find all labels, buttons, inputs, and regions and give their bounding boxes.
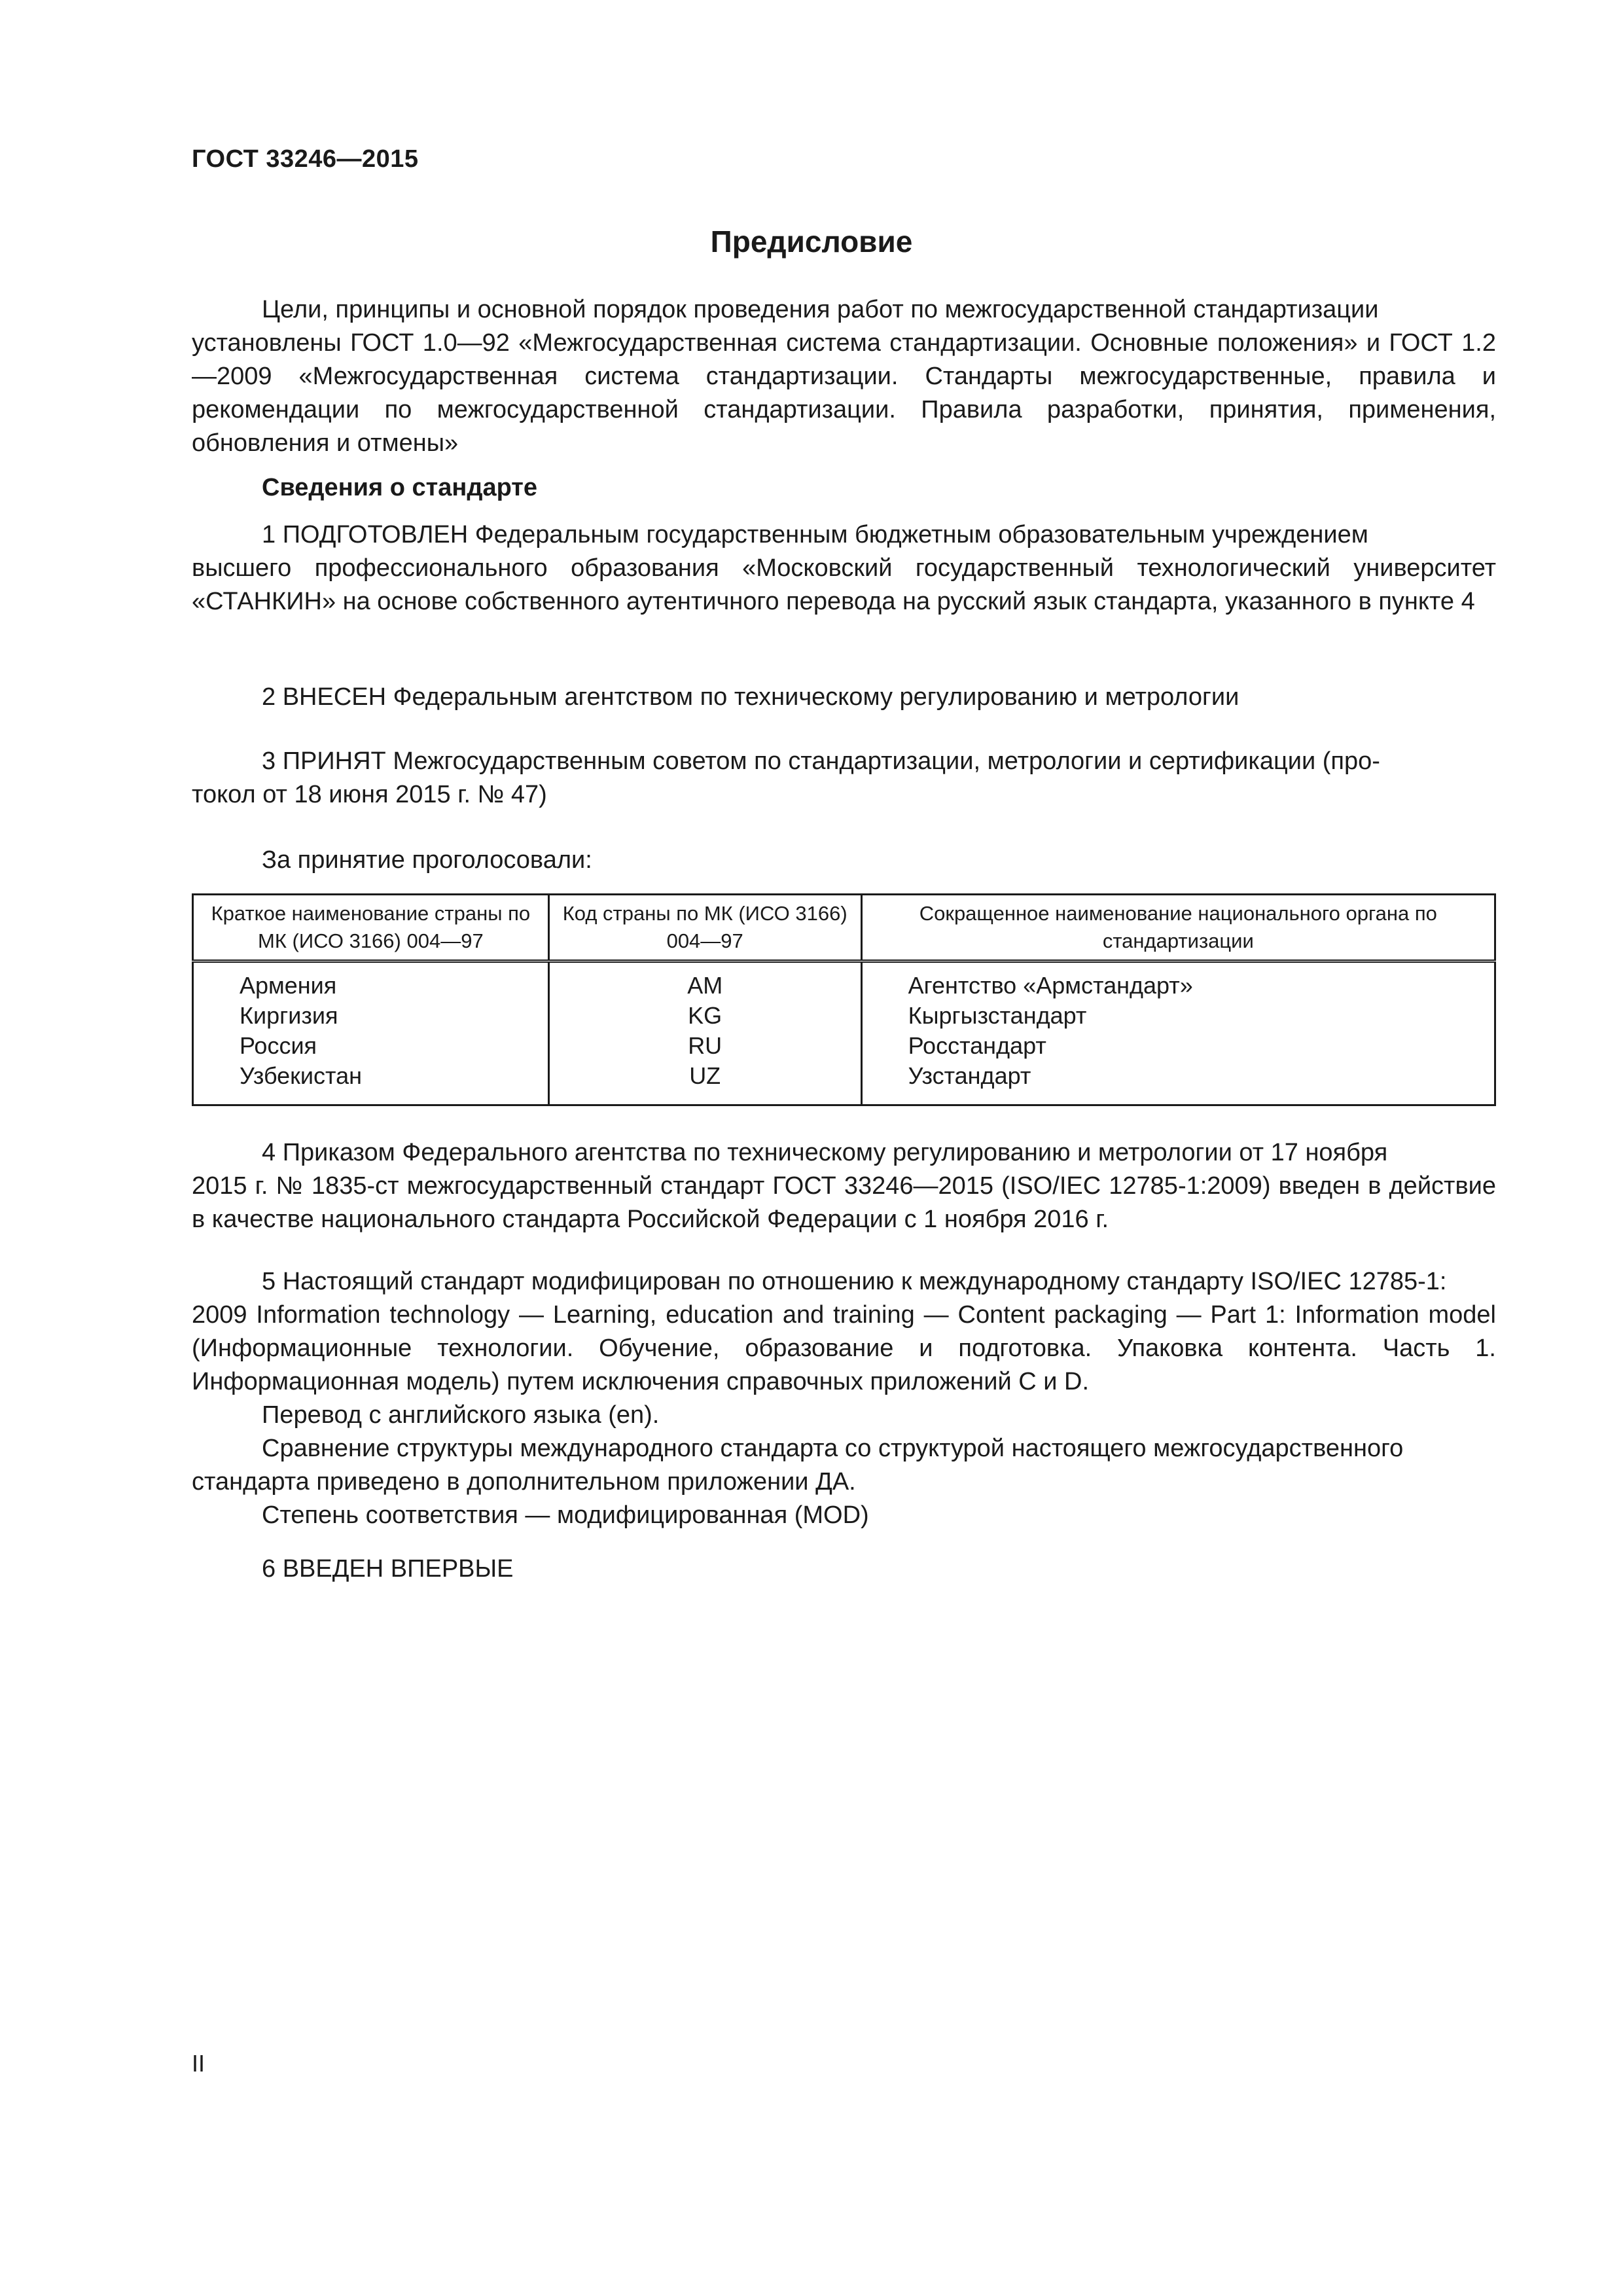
item-5-translation: Перевод с английского языка (en). (262, 1401, 660, 1429)
item-1-rest: высшего профессионального образования «Московский государственный технологический университет «СТАНКИН» на основе собственного аутентичного перевода на русский язык стандарта, указанного в пункте 4 (192, 554, 1496, 615)
item-5-degree: Степень соответствия — модифицированная (MOD) (262, 1501, 869, 1529)
table-cell: Узбекистан (240, 1062, 363, 1089)
item-5-compare-rest: стандарта приведено в дополнительном приложении ДА. (192, 1468, 856, 1496)
standards-body-column (861, 961, 1495, 1105)
item-6-text: 6 ВВЕДЕН ВПЕРВЫЕ (262, 1555, 514, 1583)
item-4-rest: 2015 г. № 1835-ст межгосударственный стандарт ГОСТ 33246—2015 (ISO/IEC 12785-1:2009) введен в действие в качестве национального стандарта Российской Федерации с 1 ноября 2016 г. (192, 1172, 1496, 1233)
vote-intro: За принятие проголосовали: (262, 846, 592, 874)
header-standards-body: Сокращенное наименование национального органа по стандартизации (861, 895, 1495, 961)
header-country-name: Краткое наименование страны по МК (ИСО 3166) 004—97 (193, 895, 549, 961)
table-cell: Россия (240, 1032, 317, 1059)
item-3-rest: токол от 18 июня 2015 г. № 47) (192, 781, 547, 808)
intro-paragraph (192, 293, 1496, 460)
country-code-column (548, 961, 861, 1105)
item-3-paragraph (192, 745, 1496, 812)
item-5-paragraph (192, 1265, 1496, 1532)
header-country-code: Код страны по МК (ИСО 3166) 004—97 (548, 895, 861, 961)
item-4-line-1: 4 Приказом Федерального агентства по техническому регулированию и метрологии от 17 ноября (262, 1139, 1388, 1166)
item-5-compare-line-1: Сравнение структуры международного стандарта со структурой настоящего межгосударственного (262, 1435, 1404, 1462)
item-4-paragraph (192, 1136, 1496, 1236)
table-body-row (193, 961, 1495, 1105)
table-cell: Агентство «Армстандарт» (908, 972, 1193, 999)
table-cell: RU (688, 1032, 722, 1059)
item-2-text: 2 ВНЕСЕН Федеральным агентством по техническому регулированию и метрологии (262, 683, 1240, 711)
page-title: Предисловие (710, 224, 913, 259)
table-cell: Узстандарт (908, 1062, 1031, 1089)
info-heading: Сведения о стандарте (262, 474, 538, 501)
intro-rest: установлены ГОСТ 1.0—92 «Межгосударственная система стандартизации. Основные положения» и ГОСТ 1.2—2009 «Межгосударственная система стандартизации. Стандарты межгосударственные, правила и рекомендации по межгосударственной стандартизации. Правила разработки, принятия, применения, обновления и отмены» (192, 329, 1496, 457)
item-5-line-1: 5 Настоящий стандарт модифицирован по отношению к международному стандарту ISO/IEC 12785-1: (262, 1268, 1447, 1295)
table-cell: Кыргызстандарт (908, 1002, 1087, 1029)
item-3-line-1: 3 ПРИНЯТ Межгосударственным советом по стандартизации, метрологии и сертификации (про- (262, 747, 1380, 775)
item-1-line-1: 1 ПОДГОТОВЛЕН Федеральным государственным бюджетным образовательным учреждением (262, 521, 1368, 548)
table-cell: UZ (689, 1062, 721, 1089)
table-cell: Росстандарт (908, 1032, 1046, 1059)
intro-line-1: Цели, принципы и основной порядок проведения работ по межгосударственной стандартизации (262, 296, 1379, 323)
table-cell: KG (688, 1002, 722, 1029)
item-1-paragraph (192, 518, 1496, 619)
document-id: ГОСТ 33246—2015 (192, 145, 419, 173)
table-cell: AM (687, 972, 723, 999)
voting-table (192, 893, 1496, 1106)
table-header-row (193, 895, 1495, 961)
table-cell: Армения (240, 972, 337, 999)
item-5-rest: 2009 Information technology — Learning, education and training — Content packaging — Part 1: Information model (Информационные технологии. Обучение, образование и подготовка. Упаковка контента. Часть 1. Информационная модель) путем исключения справочных приложений C и D. (192, 1301, 1496, 1395)
page-number: II (192, 2050, 205, 2077)
table-cell: Киргизия (240, 1002, 338, 1029)
country-name-column (193, 961, 549, 1105)
